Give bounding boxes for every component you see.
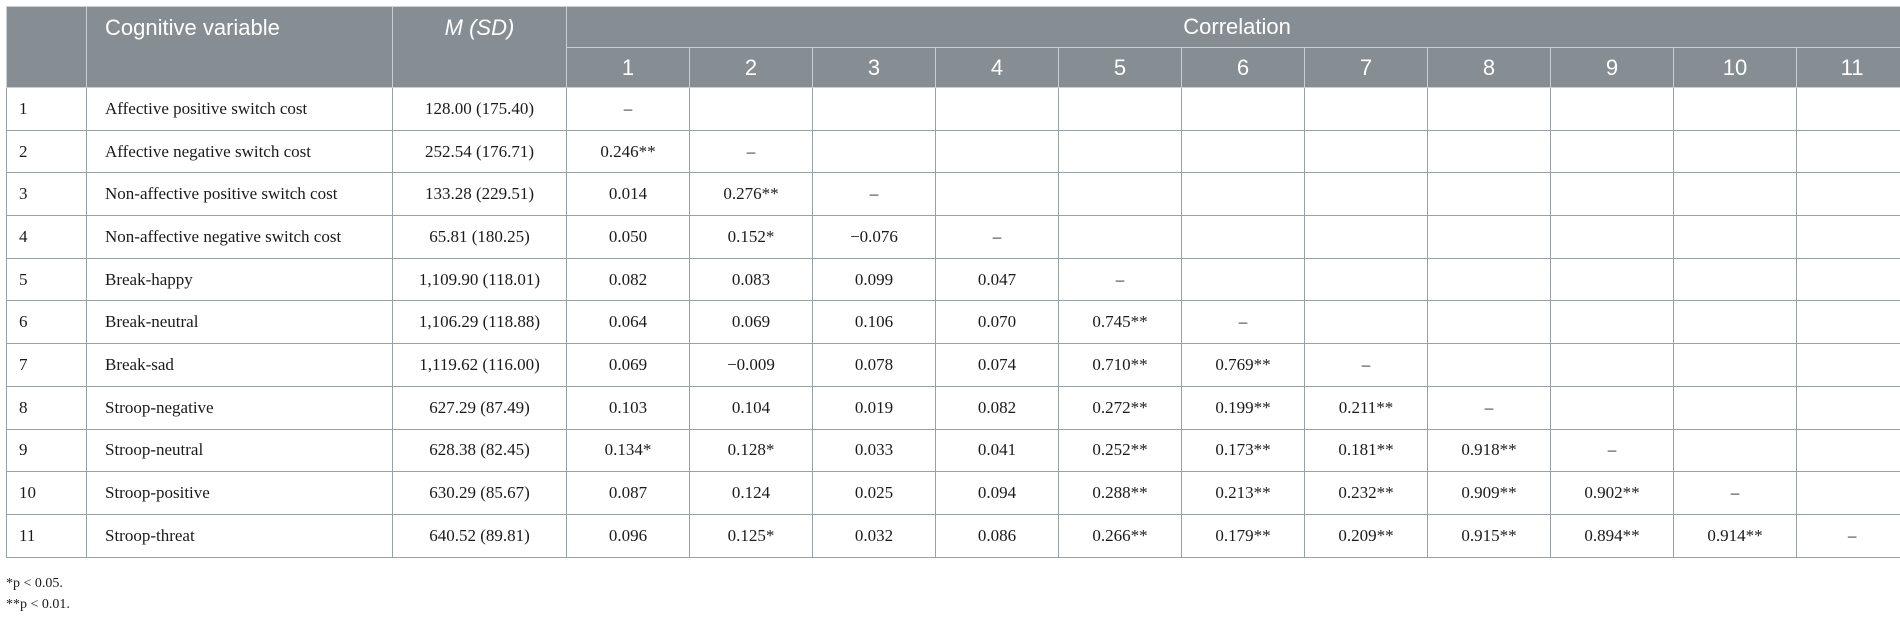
footnote: **p < 0.01. [6, 597, 70, 612]
correlation-cell: 0.069 [567, 344, 690, 387]
correlation-cell: 0.199** [1182, 386, 1305, 429]
table-row [7, 216, 1900, 259]
correlation-cell: 0.179** [1182, 514, 1305, 557]
correlation-cell [1551, 344, 1674, 387]
correlation-cell [1797, 301, 1900, 344]
correlation-cell [1428, 216, 1551, 259]
correlation-cell: 0.041 [936, 429, 1059, 472]
correlation-cell: 0.064 [567, 301, 690, 344]
table-row [7, 258, 1900, 301]
mean-sd-header: M (SD) [393, 7, 567, 88]
column-header: 11 [1797, 48, 1900, 88]
table-row [7, 301, 1900, 344]
correlation-cell: 0.069 [690, 301, 813, 344]
correlation-cell: −0.009 [690, 344, 813, 387]
correlation-cell [1797, 386, 1900, 429]
mean-sd-value: 128.00 (175.40) [393, 88, 567, 131]
column-header: 2 [690, 48, 813, 88]
correlation-cell: 0.272** [1059, 386, 1182, 429]
correlation-cell [1674, 173, 1797, 216]
correlation-cell [1674, 301, 1797, 344]
correlation-cell: 0.266** [1059, 514, 1182, 557]
correlation-cell: 0.769** [1182, 344, 1305, 387]
correlation-cell [1305, 173, 1428, 216]
correlation-cell: 0.288** [1059, 472, 1182, 515]
column-header: 9 [1551, 48, 1674, 88]
correlation-cell: 0.019 [813, 386, 936, 429]
correlation-cell [1674, 386, 1797, 429]
row-number: 5 [7, 258, 87, 301]
correlation-cell [1059, 88, 1182, 131]
mean-sd-value: 252.54 (176.71) [393, 130, 567, 173]
mean-sd-value: 1,106.29 (118.88) [393, 301, 567, 344]
correlation-cell: 0.032 [813, 514, 936, 557]
correlation-cell [1551, 130, 1674, 173]
correlation-cell: 0.087 [567, 472, 690, 515]
correlation-cell [813, 130, 936, 173]
correlation-cell [1674, 258, 1797, 301]
row-number: 11 [7, 514, 87, 557]
correlation-cell: 0.070 [936, 301, 1059, 344]
correlation-cell: 0.134* [567, 429, 690, 472]
correlation-cell [1059, 173, 1182, 216]
correlation-cell: 0.099 [813, 258, 936, 301]
correlation-cell [1551, 258, 1674, 301]
row-number: 3 [7, 173, 87, 216]
correlation-cell [1797, 344, 1900, 387]
correlation-cell: 0.902** [1551, 472, 1674, 515]
table-row [7, 472, 1900, 515]
correlation-cell [1182, 258, 1305, 301]
correlation-cell: 0.050 [567, 216, 690, 259]
row-number: 4 [7, 216, 87, 259]
correlation-cell: 0.246** [567, 130, 690, 173]
correlation-cell: 0.915** [1428, 514, 1551, 557]
variable-name: Affective positive switch cost [87, 88, 393, 131]
correlation-table [6, 6, 1900, 558]
correlation-cell: – [1674, 472, 1797, 515]
table-footnotes [6, 573, 70, 615]
column-header: 8 [1428, 48, 1551, 88]
correlation-cell: – [690, 130, 813, 173]
correlation-cell [1059, 130, 1182, 173]
correlation-cell: 0.124 [690, 472, 813, 515]
variable-name: Break-happy [87, 258, 393, 301]
variable-name: Stroop-positive [87, 472, 393, 515]
correlation-cell: 0.152* [690, 216, 813, 259]
correlation-cell [1428, 344, 1551, 387]
correlation-cell: 0.047 [936, 258, 1059, 301]
mean-sd-value: 630.29 (85.67) [393, 472, 567, 515]
footnote: *p < 0.05. [6, 576, 63, 591]
correlation-header: Correlation [567, 7, 1900, 48]
table-row [7, 429, 1900, 472]
correlation-cell: 0.909** [1428, 472, 1551, 515]
correlation-cell: 0.014 [567, 173, 690, 216]
correlation-cell [1551, 386, 1674, 429]
column-header: 3 [813, 48, 936, 88]
table-body [7, 88, 1900, 558]
row-number: 8 [7, 386, 87, 429]
correlation-cell: 0.918** [1428, 429, 1551, 472]
correlation-cell [690, 88, 813, 131]
correlation-cell [1182, 173, 1305, 216]
column-header: 10 [1674, 48, 1797, 88]
correlation-cell [1674, 429, 1797, 472]
correlation-cell: 0.074 [936, 344, 1059, 387]
variable-name: Non-affective negative switch cost [87, 216, 393, 259]
correlation-cell: 0.083 [690, 258, 813, 301]
correlation-cell [1797, 173, 1900, 216]
correlation-cell: 0.710** [1059, 344, 1182, 387]
correlation-cell: 0.128* [690, 429, 813, 472]
variable-name: Stroop-neutral [87, 429, 393, 472]
column-header: 5 [1059, 48, 1182, 88]
correlation-cell: 0.025 [813, 472, 936, 515]
correlation-cell [1428, 173, 1551, 216]
correlation-cell: 0.033 [813, 429, 936, 472]
mean-sd-value: 65.81 (180.25) [393, 216, 567, 259]
correlation-cell: −0.076 [813, 216, 936, 259]
correlation-cell: – [1305, 344, 1428, 387]
correlation-cell: 0.104 [690, 386, 813, 429]
correlation-cell: – [1797, 514, 1900, 557]
column-header: 7 [1305, 48, 1428, 88]
row-number: 9 [7, 429, 87, 472]
correlation-cell: 0.745** [1059, 301, 1182, 344]
row-number: 10 [7, 472, 87, 515]
correlation-cell: 0.209** [1305, 514, 1428, 557]
correlation-cell [1428, 258, 1551, 301]
correlation-cell [1182, 130, 1305, 173]
correlation-cell: 0.078 [813, 344, 936, 387]
correlation-cell [936, 173, 1059, 216]
correlation-cell [1797, 88, 1900, 131]
correlation-cell: 0.894** [1551, 514, 1674, 557]
mean-sd-value: 640.52 (89.81) [393, 514, 567, 557]
table-row [7, 130, 1900, 173]
correlation-cell: 0.082 [567, 258, 690, 301]
correlation-cell: 0.096 [567, 514, 690, 557]
correlation-cell: 0.276** [690, 173, 813, 216]
mean-sd-value: 1,119.62 (116.00) [393, 344, 567, 387]
correlation-cell [1674, 88, 1797, 131]
correlation-cell [1305, 88, 1428, 131]
column-header: 4 [936, 48, 1059, 88]
correlation-cell [1059, 216, 1182, 259]
correlation-cell [936, 130, 1059, 173]
correlation-cell [1305, 258, 1428, 301]
mean-sd-value: 628.38 (82.45) [393, 429, 567, 472]
table-header [7, 7, 1900, 88]
variable-name: Stroop-negative [87, 386, 393, 429]
correlation-cell [1797, 216, 1900, 259]
correlation-cell: 0.094 [936, 472, 1059, 515]
mean-sd-value: 1,109.90 (118.01) [393, 258, 567, 301]
correlation-cell [1305, 216, 1428, 259]
row-number-header [7, 7, 87, 88]
correlation-cell: 0.211** [1305, 386, 1428, 429]
table-row [7, 344, 1900, 387]
correlation-cell [936, 88, 1059, 131]
correlation-cell [1797, 130, 1900, 173]
correlation-cell: – [1182, 301, 1305, 344]
cognitive-variable-header: Cognitive variable [87, 7, 393, 88]
correlation-cell [1305, 130, 1428, 173]
correlation-cell: 0.086 [936, 514, 1059, 557]
correlation-cell [1674, 344, 1797, 387]
correlation-cell: – [813, 173, 936, 216]
mean-sd-value: 627.29 (87.49) [393, 386, 567, 429]
row-number: 2 [7, 130, 87, 173]
table-row [7, 173, 1900, 216]
correlation-cell [1674, 130, 1797, 173]
variable-name: Non-affective positive switch cost [87, 173, 393, 216]
correlation-cell: 0.082 [936, 386, 1059, 429]
variable-name: Break-sad [87, 344, 393, 387]
correlation-cell: – [1551, 429, 1674, 472]
correlation-cell [1797, 258, 1900, 301]
correlation-cell [1551, 173, 1674, 216]
row-number: 1 [7, 88, 87, 131]
correlation-cell [1797, 472, 1900, 515]
correlation-cell [1674, 216, 1797, 259]
row-number: 6 [7, 301, 87, 344]
correlation-cell: 0.213** [1182, 472, 1305, 515]
correlation-cell [1428, 88, 1551, 131]
correlation-cell: 0.914** [1674, 514, 1797, 557]
correlation-cell: – [567, 88, 690, 131]
correlation-cell [1551, 301, 1674, 344]
column-header: 1 [567, 48, 690, 88]
correlation-cell: 0.106 [813, 301, 936, 344]
table-row [7, 386, 1900, 429]
correlation-cell: 0.181** [1305, 429, 1428, 472]
correlation-cell: – [1059, 258, 1182, 301]
correlation-cell [1428, 130, 1551, 173]
correlation-cell [1551, 88, 1674, 131]
variable-name: Break-neutral [87, 301, 393, 344]
correlation-cell: – [936, 216, 1059, 259]
correlation-cell [1551, 216, 1674, 259]
correlation-cell [1428, 301, 1551, 344]
variable-name: Stroop-threat [87, 514, 393, 557]
row-number: 7 [7, 344, 87, 387]
variable-name: Affective negative switch cost [87, 130, 393, 173]
correlation-cell: 0.252** [1059, 429, 1182, 472]
correlation-cell [1182, 88, 1305, 131]
mean-sd-value: 133.28 (229.51) [393, 173, 567, 216]
correlation-cell [1797, 429, 1900, 472]
column-header: 6 [1182, 48, 1305, 88]
table-row [7, 514, 1900, 557]
correlation-cell: 0.173** [1182, 429, 1305, 472]
correlation-cell: – [1428, 386, 1551, 429]
correlation-cell: 0.103 [567, 386, 690, 429]
correlation-cell: 0.125* [690, 514, 813, 557]
table-row [7, 88, 1900, 131]
correlation-cell [1305, 301, 1428, 344]
correlation-cell [1182, 216, 1305, 259]
correlation-cell: 0.232** [1305, 472, 1428, 515]
correlation-cell [813, 88, 936, 131]
